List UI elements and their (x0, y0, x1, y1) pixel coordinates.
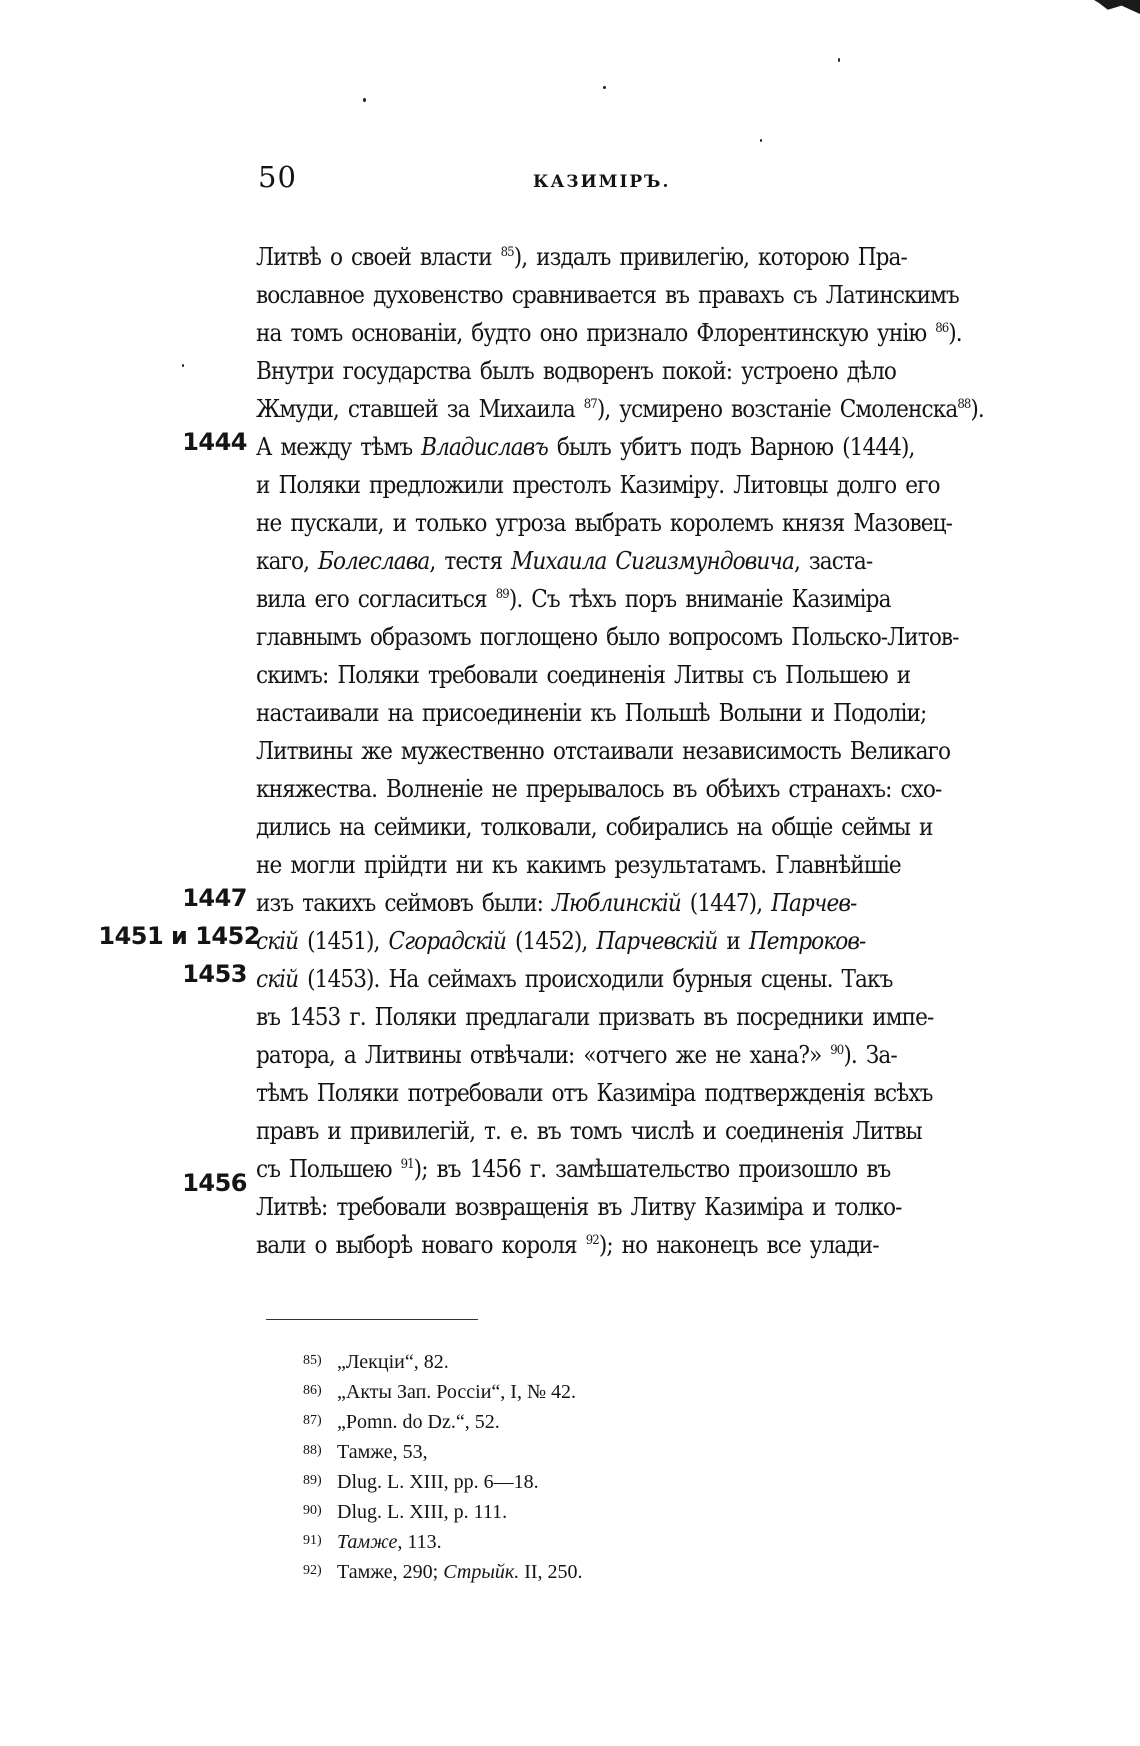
footnote (303, 1436, 583, 1466)
text-run: II, 250. (519, 1561, 583, 1583)
text-line (256, 694, 1046, 732)
text-line (256, 542, 1046, 580)
footnote-number: 89) (303, 1473, 322, 1488)
text-line (256, 466, 1046, 504)
footnote (303, 1556, 583, 1586)
text-run: Тамже, 290; (337, 1561, 444, 1583)
text-run: , тестя (429, 547, 512, 575)
text-line (256, 1074, 1046, 1112)
margin-note: 1444 (182, 428, 247, 456)
running-head: КАЗИМІРЪ. (533, 172, 671, 192)
text-line (256, 238, 1046, 276)
text-run: главнымъ образомъ поглощено было вопросомъ Польско-Литов- (256, 623, 959, 651)
footnote (303, 1376, 583, 1406)
text-line (256, 846, 1046, 884)
scan-speck (760, 139, 762, 142)
text-run: не пускали, и только угроза выбрать королемъ князя Мазовец- (256, 509, 952, 537)
footnote-ref: 90 (830, 1043, 844, 1058)
text-run: „Акты Зап. Россіи“, I, № 42. (337, 1381, 577, 1403)
text-run: не могли прійдти ни къ какимъ результатамъ. Главнѣйшіе (256, 851, 901, 879)
text-run: ); въ 1456 г. замѣшательство произошло въ (413, 1155, 891, 1183)
text-line (256, 352, 1046, 390)
text-run: вали о выборѣ новаго короля (256, 1231, 586, 1259)
italic-text: Парчев- (771, 889, 857, 917)
footnote-number: 88) (303, 1443, 322, 1458)
footnote (303, 1406, 583, 1436)
text-run: тѣмъ Поляки потребовали отъ Казиміра подтвержденія всѣхъ (256, 1079, 933, 1107)
italic-text: скій (256, 927, 299, 955)
text-line (256, 390, 1046, 428)
text-run: ратора, а Литвины отвѣчали: «отчего же не хана?» (256, 1041, 831, 1069)
italic-text: Болеслава (317, 547, 430, 575)
text-run: и (717, 927, 749, 955)
footnotes (303, 1346, 583, 1586)
italic-text: Михаила Сигизмундовича (511, 547, 794, 575)
margin-note: 1447 (182, 884, 247, 912)
text-line (256, 1036, 1046, 1074)
footnote (303, 1346, 583, 1376)
italic-text: Сгорадскій (388, 927, 507, 955)
text-run: правъ и привилегій, т. е. въ томъ числѣ и соединенія Литвы (256, 1117, 922, 1145)
text-line (256, 1112, 1046, 1150)
text-line (256, 428, 1046, 466)
text-run: , заста- (793, 547, 873, 575)
text-line (256, 580, 1046, 618)
footnote-number: 92) (303, 1563, 322, 1578)
italic-text: Стрыйк. (443, 1561, 520, 1583)
text-run: Жмуди, ставшей за Михаила (256, 395, 584, 423)
margin-note: 1453 (182, 960, 247, 988)
text-run: Внутри государства былъ водворенъ покой: устроено дѣло (256, 357, 896, 385)
text-run: ). За- (843, 1041, 897, 1069)
text-line (256, 960, 1046, 998)
footnote-number: 85) (303, 1353, 322, 1368)
text-line (256, 1188, 1046, 1226)
footnote-ref: 86 (935, 321, 949, 336)
text-run: Dlug. L. XIII, pp. 6—18. (337, 1471, 539, 1493)
italic-text: Люблинскій (551, 889, 681, 917)
text-run: Тамже, 53, (337, 1441, 428, 1463)
text-run: (1453). На сеймахъ происходили бурныя сцены. Такъ (298, 965, 893, 993)
text-run: ). (948, 319, 962, 347)
text-run: ). (970, 395, 984, 423)
text-line (256, 922, 1046, 960)
text-line (256, 770, 1046, 808)
text-line (256, 884, 1046, 922)
text-run: изъ такихъ сеймовъ были: (256, 889, 552, 917)
footnote-divider (266, 1319, 478, 1320)
text-run: княжества. Волненіе не прерывалось въ обѣихъ странахъ: схо- (256, 775, 942, 803)
text-run: , 113. (397, 1531, 442, 1553)
text-run: въ 1453 г. Поляки предлагали призвать въ посредники импе- (256, 1003, 934, 1031)
footnote-ref: 87 (583, 397, 597, 412)
margin-note: 1456 (182, 1169, 247, 1197)
text-run: А между тѣмъ (256, 433, 422, 461)
text-run: ); но наконецъ все улади- (598, 1231, 879, 1259)
scan-speck (363, 98, 366, 102)
footnote (303, 1496, 583, 1526)
scan-speck (838, 58, 840, 62)
text-line (256, 504, 1046, 542)
text-run: былъ убитъ подъ Варною (1444), (547, 433, 915, 461)
text-run: ), издалъ привилегію, которою Пра- (513, 243, 907, 271)
text-line (256, 1226, 1046, 1264)
scan-speck (182, 364, 184, 367)
text-run: настаивали на присоединеніи къ Польшѣ Волыни и Подоліи; (256, 699, 927, 727)
text-run: вославное духовенство сравнивается въ правахъ съ Латинскимъ (256, 281, 959, 309)
italic-text: Парчевскій (596, 927, 718, 955)
margin-note: 1451 и 1452 (98, 922, 260, 950)
text-line (256, 276, 1046, 314)
footnote-number: 86) (303, 1383, 322, 1398)
footnote-number: 90) (303, 1503, 322, 1518)
italic-text: скій (256, 965, 299, 993)
text-line (256, 732, 1046, 770)
text-line (256, 1150, 1046, 1188)
text-line (256, 656, 1046, 694)
text-line (256, 618, 1046, 656)
text-run: каго, (256, 547, 318, 575)
italic-text: Петроков- (748, 927, 866, 955)
footnote (303, 1526, 583, 1556)
footnote-ref: 89 (495, 587, 509, 602)
text-run: Литвѣ: требовали возвращенія въ Литву Казиміра и толко- (256, 1193, 902, 1221)
italic-text: Тамже (337, 1531, 398, 1553)
italic-text: Владиславъ (421, 433, 548, 461)
footnote-ref: 91 (400, 1157, 414, 1172)
text-run: (1451), (298, 927, 389, 955)
text-run: на томъ основаніи, будто оно признало Флорентинскую унію (256, 319, 936, 347)
text-run: Dlug. L. XIII, p. 111. (337, 1501, 508, 1523)
text-run: и Поляки предложили престолъ Казиміру. Литовцы долго его (256, 471, 940, 499)
footnote-ref: 85 (500, 245, 514, 260)
body-text (256, 238, 1046, 1264)
text-run: Литвѣ о своей власти (256, 243, 501, 271)
text-run: вила его согласиться (256, 585, 496, 613)
text-run: (1452), (506, 927, 597, 955)
text-run: „Pomn. do Dz.“, 52. (337, 1411, 500, 1433)
text-run: „Лекціи“, 82. (337, 1351, 449, 1373)
footnote-ref: 92 (585, 1233, 599, 1248)
text-run: дились на сеймики, толковали, собирались на общіе сеймы и (256, 813, 933, 841)
text-line (256, 998, 1046, 1036)
text-line (256, 314, 1046, 352)
footnote-ref: 88 (957, 397, 971, 412)
text-run: (1447), (680, 889, 772, 917)
footnote-number: 91) (303, 1533, 322, 1548)
page-number: 50 (258, 160, 297, 194)
scan-speck (603, 86, 606, 89)
text-run: ). Съ тѣхъ поръ вниманіе Казиміра (508, 585, 891, 613)
text-run: скимъ: Поляки требовали соединенія Литвы съ Польшею и (256, 661, 911, 689)
text-run: Литвины же мужественно отстаивали независимость Великаго (256, 737, 951, 765)
scan-blot (1094, 0, 1140, 14)
text-run: съ Польшею (256, 1155, 401, 1183)
text-line (256, 808, 1046, 846)
text-run: ), усмирено возстаніе Смоленска (596, 395, 958, 423)
footnote-number: 87) (303, 1413, 322, 1428)
footnote (303, 1466, 583, 1496)
